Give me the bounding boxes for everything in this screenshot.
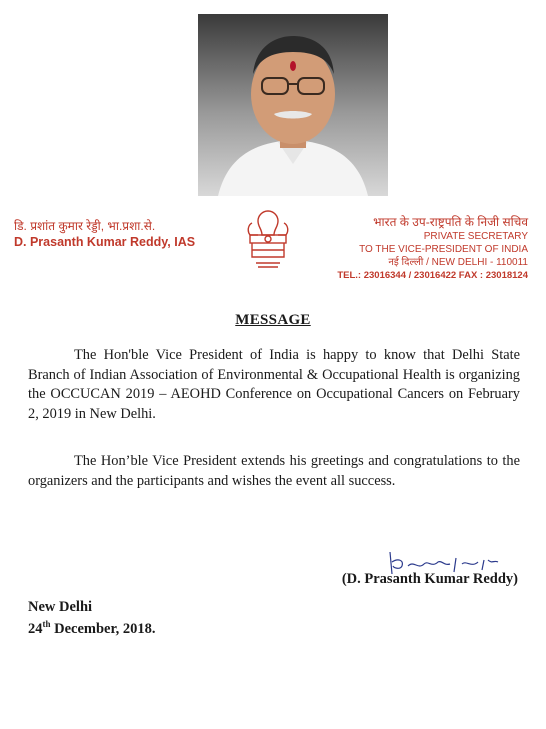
date-rest: December, 2018. (50, 620, 156, 637)
office-title-line1: PRIVATE SECRETARY (423, 231, 528, 242)
office-title-hindi: भारत के उप-राष्ट्रपति के निजी सचिव (373, 215, 528, 229)
paragraph-1-text: The Hon'ble Vice President of India is happy to know that Delhi State Branch of Indian Association of Environmental & Occupational Health is organizing the OCCUCAN 2019 – AEOHD Conference on Occupational Cancers on February 2, 2019 in New Delhi. (28, 347, 520, 422)
vice-president-photo (198, 14, 388, 196)
sender-name-hindi: डि. प्रशांत कुमार रेड्डी, भा.प्रशा.से. (14, 219, 156, 233)
paragraph-2-text: The Hon’ble Vice President extends his greetings and congratulations to the organizers and the participants and wishes the event all success. (28, 453, 520, 489)
office-telephone: TEL.: 23016344 / 23016422 FAX : 23018124 (337, 270, 528, 281)
national-emblem-icon (238, 207, 298, 279)
letter-place: New Delhi (28, 599, 93, 615)
portrait-illustration (198, 14, 388, 196)
message-paragraph-2 (28, 452, 520, 491)
message-paragraph-1 (28, 346, 520, 424)
signer-name: (D. Prasanth Kumar Reddy) (341, 571, 518, 587)
letter-date (28, 616, 155, 638)
message-title: MESSAGE (235, 312, 311, 328)
office-title-line2: TO THE VICE-PRESIDENT OF INDIA (359, 244, 528, 255)
letterhead-left (14, 218, 224, 251)
date-day: 24 (28, 620, 43, 637)
date-suffix: th (42, 619, 51, 629)
sender-name-english: D. Prasanth Kumar Reddy, IAS (14, 235, 196, 249)
letterhead-right (298, 214, 528, 282)
office-address: नई दिल्ली / NEW DELHI - 110011 (388, 257, 528, 268)
